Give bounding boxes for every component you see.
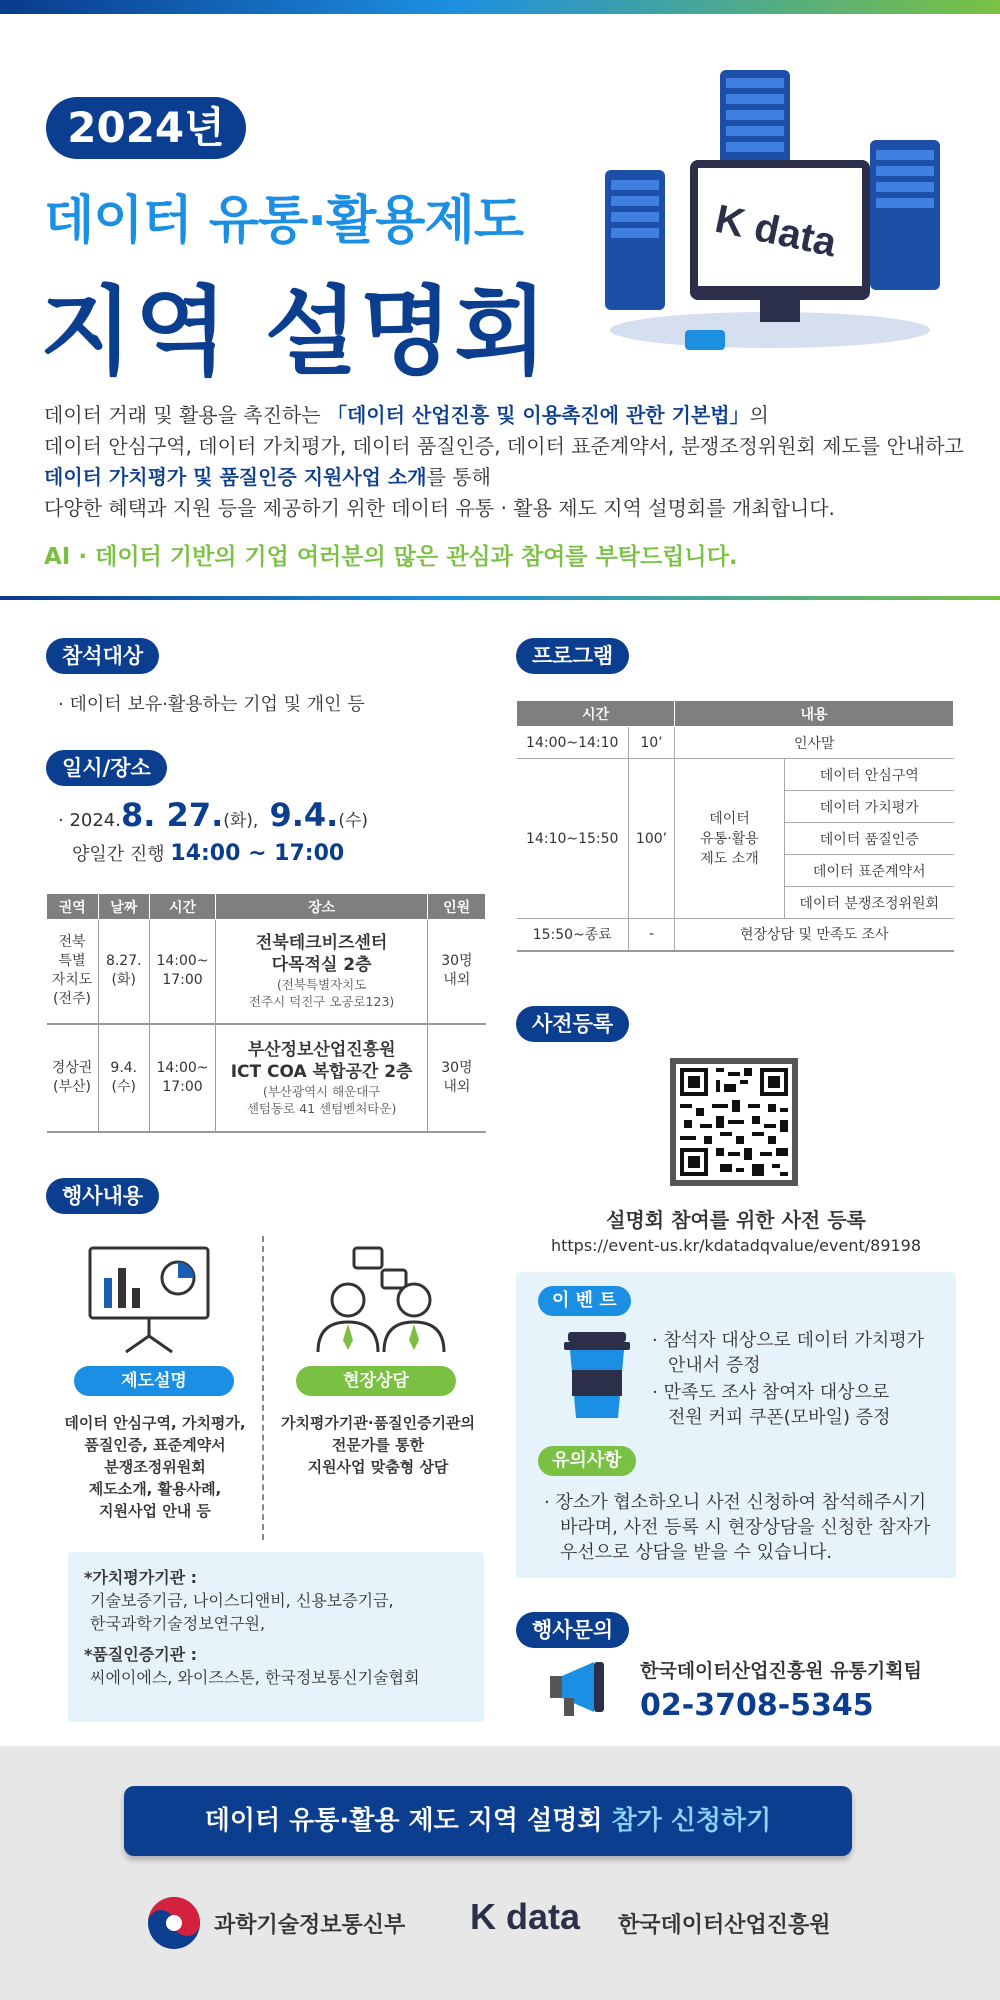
quality-title: *품질인증기관 :: [84, 1645, 198, 1664]
place-cell: 전북테크비즈센터 다목적실 2층 (전북특별자치도 전주시 덕진구 오공로123): [215, 920, 427, 1024]
institutions-note: [68, 1552, 484, 1722]
event-item-2: · 만족도 조사 참여자 대상으로 전원 커피 쿠폰(모바일) 증정: [652, 1382, 891, 1428]
quality-body: 씨에이에스, 와이즈스톤, 한국정보통신기술협회: [90, 1668, 420, 1687]
table-row: [517, 727, 954, 759]
program-item: 데이터 표준계약서: [785, 855, 954, 887]
program-heading: 프로그램: [516, 638, 629, 674]
column-separator: [262, 1236, 264, 1540]
table-row: [517, 759, 954, 791]
program-item: 데이터 분쟁조정위원회: [785, 887, 954, 919]
intro-highlight: AI · 데이터 기반의 기업 여러분의 많은 관심과 참여를 부탁드립니다.: [44, 544, 738, 570]
program-content: 인사말: [675, 727, 954, 759]
consultation-people-icon: [306, 1244, 456, 1354]
venue-header-date: 날짜: [98, 894, 150, 920]
time-cell: 14:00~ 17:00: [150, 920, 216, 1024]
kdata-logo: K data: [470, 1896, 581, 1937]
program-time: 15:50~종료: [517, 919, 629, 951]
venue-header-region: 권역: [47, 894, 99, 920]
year-badge: 2024년: [46, 97, 246, 159]
valuation-body-1: 기술보증기금, 나이스디앤비, 신용보증기금,: [90, 1591, 394, 1610]
intro-paragraph: 데이터 거래 및 활용을 촉진하는 「데이터 산업진흥 및 이용촉진에 관한 기본법」의 데이터 안심구역, 데이터 가치평가, 데이터 품질인증, 데이터 표준계약서, 분쟁조정위원회 제도를 안내하고 데이터 가치평가 및 품질인증 지원사업 소개를 통해 다양한 혜택과 지원 등을 제공하기 위한 데이터 유통 · 활용 제도 지역 설명회를 개최합니다.: [44, 403, 964, 520]
briefing-label: 제도설명: [74, 1366, 234, 1396]
schedule-time: 양일간 진행 14:00 ~ 17:00: [72, 841, 345, 866]
table-row: [47, 1024, 486, 1132]
valuation-body-2: 한국과학기술정보연구원,: [90, 1614, 266, 1633]
program-table: [516, 700, 954, 952]
event-content-heading: 행사내용: [46, 1178, 159, 1214]
korea-gov-emblem-icon: [146, 1895, 202, 1951]
table-row: [47, 920, 486, 1024]
top-gradient-bar: [0, 0, 1000, 14]
event-label: 이 벤 트: [538, 1286, 631, 1316]
section-divider: [0, 596, 1000, 600]
consultation-description: 가치평가기관·품질인증기관의 전문가를 통한 지원사업 맞춤형 상담: [280, 1414, 476, 1476]
ministry-name: 과학기술정보통신부: [214, 1913, 406, 1938]
attendees-item: · 데이터 보유·활용하는 기업 및 개인 등: [58, 694, 365, 715]
agency-name: 한국데이터산업진흥원: [618, 1913, 831, 1938]
program-duration: 100’: [629, 759, 675, 919]
program-item: 데이터 가치평가: [785, 791, 954, 823]
program-header-time: 시간: [517, 701, 675, 727]
date-cell: 8.27. (화): [98, 920, 150, 1024]
title-line-1: 데이터 유통·활용제도: [44, 191, 523, 251]
kdata-screen-logo: K data: [711, 196, 841, 266]
contact-heading: 행사문의: [516, 1612, 629, 1648]
briefing-description: 데이터 안심구역, 가치평가, 품질인증, 표준계약서 분쟁조정위원회 제도소개, 활용사례, 지원사업 안내 등: [64, 1414, 246, 1520]
capacity-cell: 30명 내외: [428, 920, 486, 1024]
caution-text: · 장소가 협소하오니 사전 신청하여 참석해주시기 바라며, 사전 등록 시 현장상담을 신청한 참자가 우선으로 상담을 받을 수 있습니다.: [544, 1492, 931, 1563]
title-line-2: 지역 설명회: [40, 276, 550, 388]
program-header-content: 내용: [675, 701, 954, 727]
registration-title: 설명회 참여를 위한 사전 등록: [606, 1208, 866, 1232]
program-group: 데이터 유통·활용 제도 소개: [675, 759, 785, 919]
program-duration: -: [629, 919, 675, 951]
megaphone-icon: [548, 1658, 612, 1718]
registration-url-link[interactable]: https://event-us.kr/kdatadqvalue/event/89198: [550, 1236, 922, 1255]
apply-button[interactable]: 데이터 유통·활용 제도 지역 설명회 참가 신청하기: [124, 1786, 852, 1856]
schedule-dates: · 2024.8. 27.(화), 9.4.(수): [58, 796, 368, 834]
venue-header-capacity: 인원: [428, 894, 486, 920]
server-illustration: [590, 50, 960, 370]
attendees-heading: 참석대상: [46, 638, 159, 674]
schedule-heading: 일시/장소: [46, 750, 167, 786]
consultation-label: 현장상담: [296, 1366, 456, 1396]
contact-phone[interactable]: 02-3708-5345: [640, 1688, 874, 1723]
valuation-title: *가치평가기관 :: [84, 1568, 198, 1587]
program-content: 현장상담 및 만족도 조사: [675, 919, 954, 951]
registration-heading: 사전등록: [516, 1006, 629, 1042]
presentation-board-icon: [86, 1244, 212, 1354]
event-item-1: · 참석자 대상으로 데이터 가치평가 안내서 증정: [652, 1330, 925, 1376]
capacity-cell: 30명 내외: [428, 1024, 486, 1132]
date-cell: 9.4. (수): [98, 1024, 150, 1132]
region-cell: 경상권 (부산): [47, 1024, 99, 1132]
venue-table: [46, 893, 486, 1133]
program-duration: 10’: [629, 727, 675, 759]
venue-header-place: 장소: [215, 894, 427, 920]
coffee-cup-icon: [562, 1330, 632, 1420]
caution-label: 유의사항: [538, 1446, 636, 1476]
region-cell: 전북 특별 자치도 (전주): [47, 920, 99, 1024]
time-cell: 14:00~ 17:00: [150, 1024, 216, 1132]
program-item: 데이터 품질인증: [785, 823, 954, 855]
footer: [0, 1746, 1000, 2000]
program-item: 데이터 안심구역: [785, 759, 954, 791]
table-row: [517, 919, 954, 951]
place-cell: 부산정보산업진흥원 ICT COA 복합공간 2층 (부산광역시 해운대구 센텀동로 41 센텀벤처타운): [215, 1024, 427, 1132]
program-time: 14:00~14:10: [517, 727, 629, 759]
qr-code[interactable]: [670, 1058, 798, 1186]
contact-org: 한국데이터산업진흥원 유통기획팀: [640, 1660, 922, 1682]
venue-header-time: 시간: [150, 894, 216, 920]
program-time: 14:10~15:50: [517, 759, 629, 919]
